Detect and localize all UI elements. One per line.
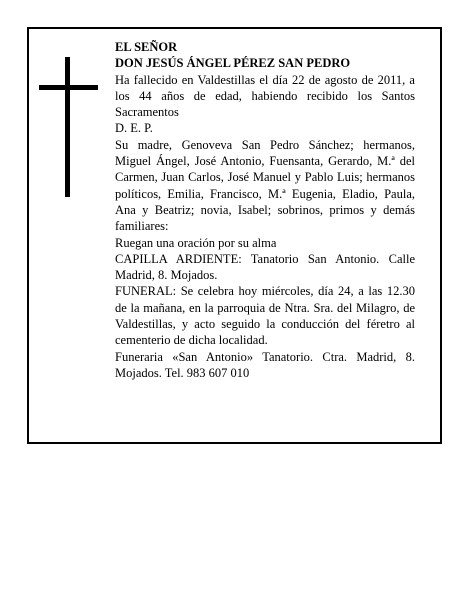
cross-icon: [65, 57, 70, 197]
obituary-text: [115, 39, 415, 381]
funeral-home-info: Funeraria «San Antonio» Tanatorio. Ctra. Madrid, 8. Mojados. Tel. 983 607 010: [115, 349, 415, 380]
deceased-name: DON JESÚS ÁNGEL PÉREZ SAN PEDRO: [115, 56, 351, 71]
chapel-info: CAPILLA ARDIENTE: Tanatorio San Antonio. Calle Madrid, 8. Mojados.: [115, 251, 415, 283]
death-announcement: Ha fallecido en Valdestillas el día 22 de agosto de 2011, a los 44 años de edad, habiendo recibido los Santos Sacramentos: [115, 72, 415, 120]
prayer-request: Ruegan una oración por su alma: [115, 235, 277, 250]
title-line-1: EL SEÑOR: [115, 40, 178, 54]
funeral-info: FUNERAL: Se celebra hoy miércoles, día 24, a las 12.30 de la mañana, en la parroquia de Ntra. Sra. del Milagro, de Valdestillas, y acto seguido la conducción del féretro al cementerio de dicha localidad.: [115, 284, 415, 348]
rip-line: D. E. P.: [115, 121, 153, 136]
family-list: Su madre, Genoveva San Pedro Sánchez; hermanos, Miguel Ángel, José Antonio, Fuensanta, Gerardo, M.ª del Carmen, Juan Carlos, José Manuel y Pablo Luis; hermanos políticos, Emilia, Francisco, M.ª Eugenia, Eladio, Paula, Ana y Beatriz; novia, Isabel; sobrinos, primos y demás familiares:: [115, 137, 415, 234]
cross-icon-bar: [39, 85, 98, 90]
